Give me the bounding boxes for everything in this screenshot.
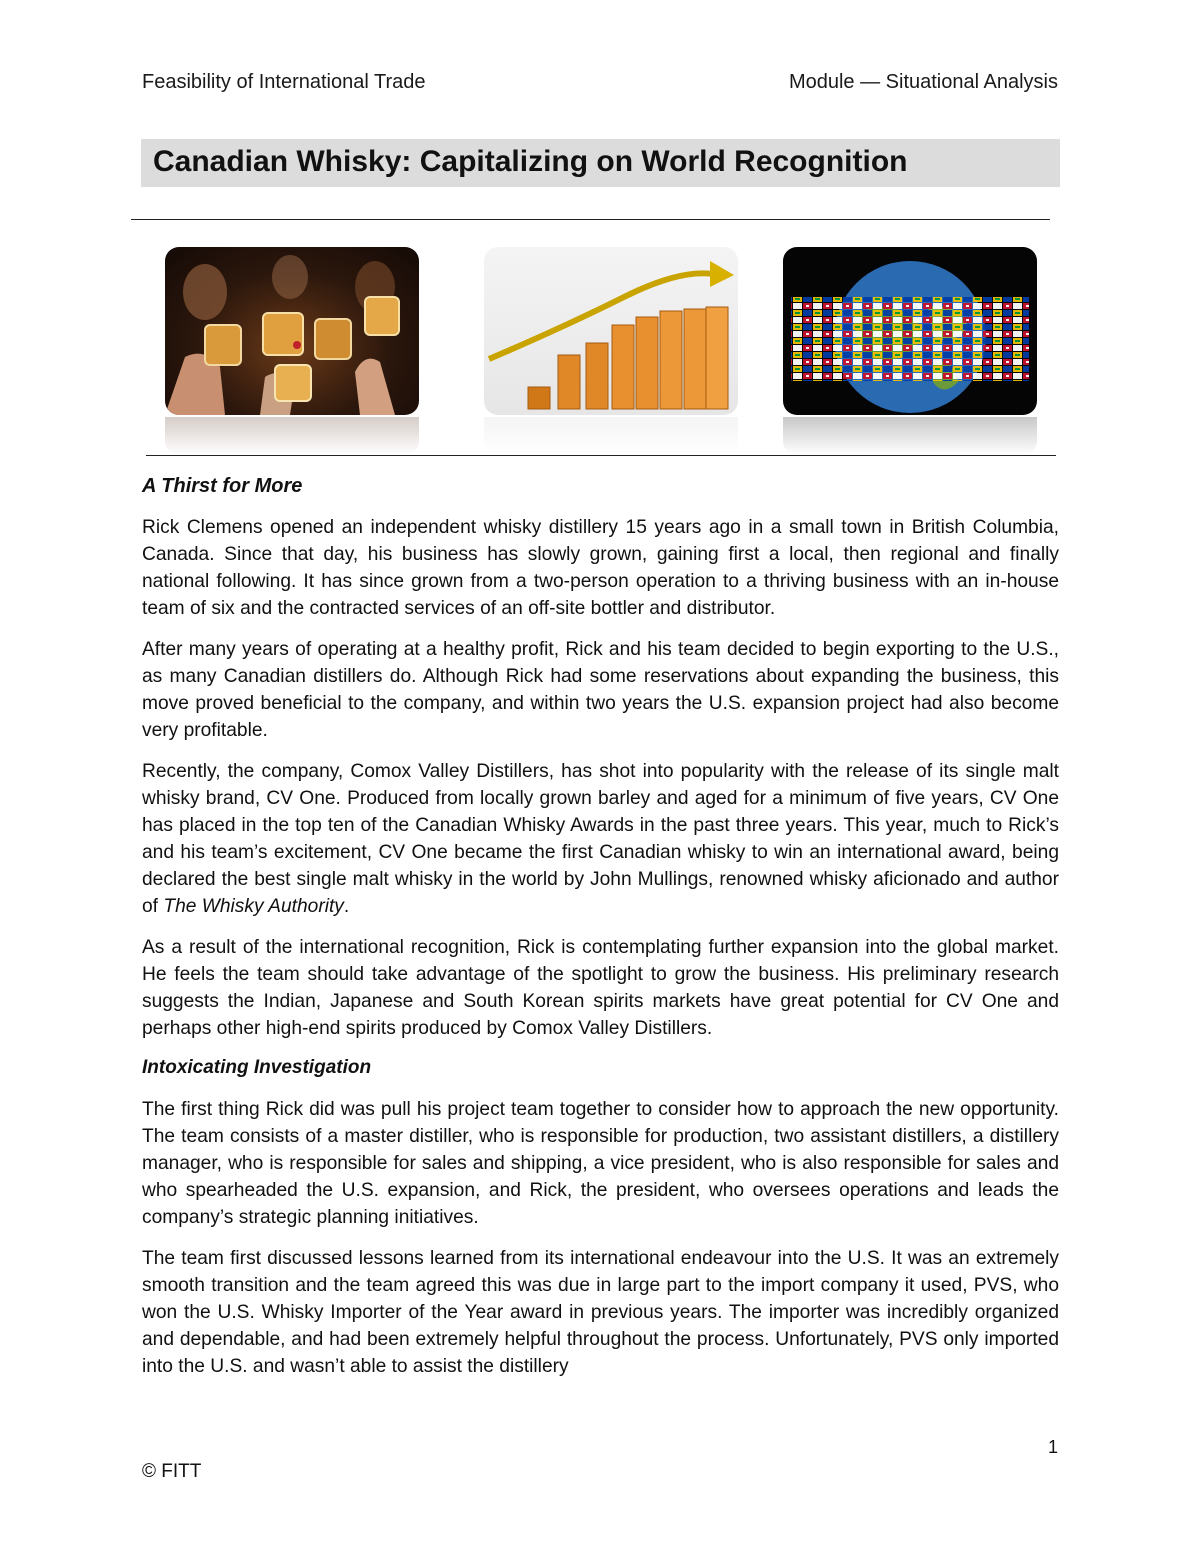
paragraph: Rick Clemens opened an independent whisky distillery 15 years ago in a small town in British Columbia, Canada. Since that day, his business has slowly grown, gaining first a local, then regional and finally national following. It has since grown from a two-person operation to a thriving business with an in-house team of six and the contracted services of an off-site bottler and distributor. <box>142 517 1059 619</box>
page-number: 1 <box>1047 1437 1058 1457</box>
paragraph: After many years of operating at a healthy profit, Rick and his team decided to begin exporting to the U.S., as many Canadian distillers do. Although Rick had some reservations about expanding the business, this move proved beneficial to the company, and within two years the U.S. expansion project had also become very profitable. <box>142 639 1059 741</box>
book-title: The Whisky Authority <box>163 896 344 917</box>
globe-with-world-flags-photo <box>783 247 1037 415</box>
title-banner <box>141 139 1060 187</box>
paragraph-text: Recently, the company, Comox Valley Distillers, has shot into popularity with the release of its single malt whisky brand, CV One. Produced from locally grown barley and aged for a minimum of five years, CV One has placed in the top ten of the Canadian Whisky Awards in the past three years. This year, much to Rick’s and his team’s excitement, CV One became the first Canadian whisky to win an international award, being declared the best single malt whisky in the world by John Mullings, renowned whisky aficionado and author of <box>142 761 1059 917</box>
chart-photo-reflection <box>484 417 738 455</box>
paragraph: As a result of the international recognition, Rick is contemplating further expansion into the global market. He feels the team should take advantage of the spotlight to grow the business. His preliminary research suggests the Indian, Japanese and South Korean spirits markets have great potential for CV One and perhaps other high-end spirits produced by Comox Valley Distillers. <box>142 937 1059 1039</box>
section-heading-thirst: A Thirst for More <box>142 475 303 497</box>
globe-flags-illustration <box>783 247 1037 415</box>
toasting-photo-reflection <box>165 417 419 455</box>
header-module-title: Module — Situational Analysis <box>788 71 1058 93</box>
section-heading-investigation: Intoxicating Investigation <box>142 1057 372 1078</box>
body-content <box>142 472 1059 1394</box>
header-course-title: Feasibility of International Trade <box>142 71 426 93</box>
paragraph: The first thing Rick did was pull his project team together to consider how to approach the new opportunity. The team consists of a master distiller, who is responsible for production, two assistant distillers, a distillery manager, who is responsible for sales and shipping, a vice president, who is also responsible for sales and who spearheaded the U.S. expansion, and Rick, the president, who oversees operations and leads the company’s strategic planning initiatives. <box>142 1099 1059 1228</box>
top-divider <box>131 219 1050 220</box>
rising-bars-illustration <box>484 247 738 415</box>
paragraph-award <box>142 758 1059 920</box>
copyright-footer: © FITT <box>142 1461 202 1482</box>
document-title: Canadian Whisky: Capitalizing on World Recognition <box>153 145 908 178</box>
bottom-divider <box>146 455 1056 456</box>
paragraph: The team first discussed lessons learned from its international endeavour into the U.S. It was an extremely smooth transition and the team agreed this was due in large part to the import company it used, PVS, who won the U.S. Whisky Importer of the Year award in previous years. The importer was incredibly organized and dependable, and had been extremely helpful throughout the process. Unfortunately, PVS only imported into the U.S. and wasn’t able to assist the distillery <box>142 1248 1059 1377</box>
toasting-glasses-illustration <box>165 247 419 415</box>
paragraph-text-end: . <box>343 896 350 917</box>
rising-bar-chart-arrow-photo <box>484 247 738 415</box>
globe-photo-reflection <box>783 417 1037 455</box>
toasting-whisky-glasses-photo <box>165 247 419 415</box>
